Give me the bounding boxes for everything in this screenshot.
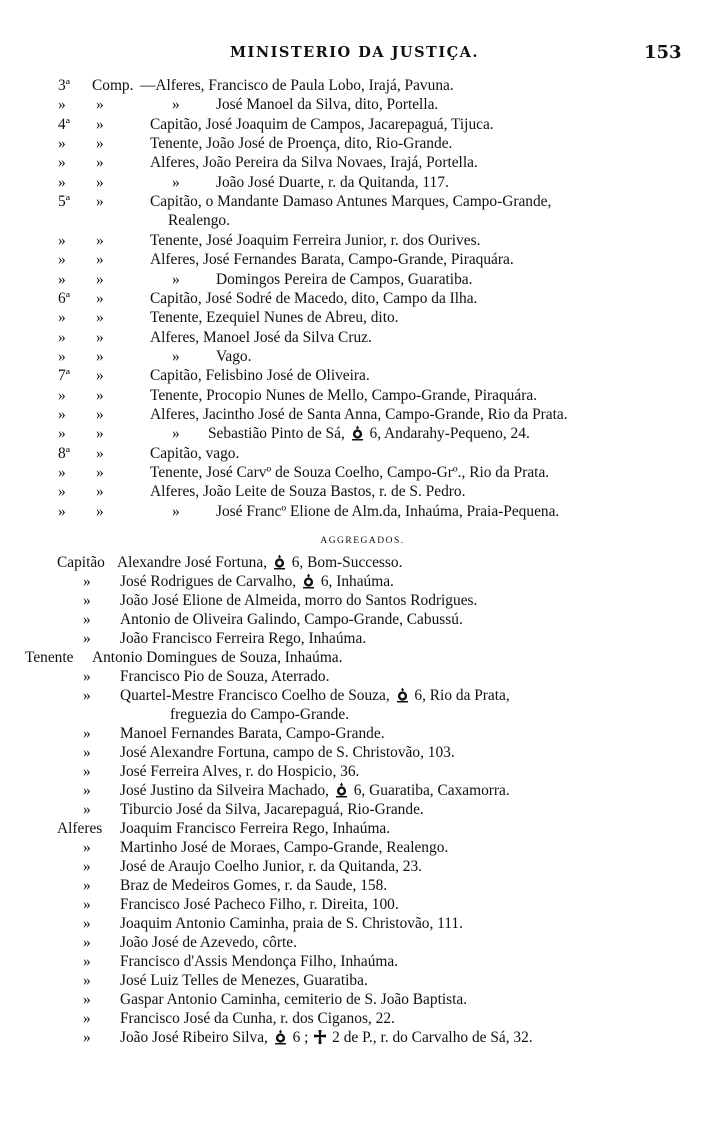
company-marker: » (96, 386, 104, 404)
ditto-mark: » (83, 1010, 91, 1027)
company-line (0, 347, 725, 366)
company-line (0, 173, 725, 192)
officer-text: Tenente, Ezequiel Nunes de Abreu, dito. (150, 309, 399, 327)
rank-label: Tenente (25, 649, 74, 666)
aggregado-line (0, 667, 725, 686)
continuation-text: freguezia do Campo-Grande. (170, 706, 350, 723)
aggregado-text: Francisco José da Cunha, r. dos Ciganos, 22. (120, 1010, 395, 1027)
aggregado-line (0, 800, 725, 819)
rank-label: Capitão (57, 554, 105, 571)
officer-text: Domingos Pereira de Campos, Guaratiba. (216, 270, 473, 288)
company-line (0, 502, 725, 521)
aggregado-line (0, 724, 725, 743)
officer-text: Capitão, o Mandante Damaso Antunes Marques, Campo-Grande, (150, 193, 552, 211)
aggregado-text: João José Ribeiro Silva, 6 ; 2 de P., r. do Carvalho de Sá, 32. (120, 1029, 533, 1046)
aggregado-text: José de Araujo Coelho Junior, r. da Quitanda, 23. (120, 858, 423, 875)
company-marker: » (96, 270, 104, 288)
ditto-mark: » (172, 270, 180, 288)
aggregado-line (0, 819, 725, 838)
section-title-aggregados: AGGREGADOS. (320, 536, 405, 546)
officer-text: Capitão, Felisbino José de Oliveira. (150, 367, 370, 385)
ditto-mark: » (83, 782, 91, 799)
aggregado-text: Francisco José Pacheco Filho, r. Direita, 100. (120, 896, 399, 913)
company-marker: » (96, 289, 104, 307)
company-number: » (58, 405, 66, 423)
company-line (0, 76, 725, 95)
order-decoration-icon (335, 782, 348, 798)
ditto-mark: » (83, 839, 91, 856)
aggregado-line (0, 648, 725, 667)
company-line (0, 482, 725, 501)
aggregado-line (0, 553, 725, 572)
aggregado-line (0, 952, 725, 971)
company-number: » (58, 251, 66, 269)
officer-text: Capitão, vago. (150, 444, 240, 462)
officer-text: Alferes, José Fernandes Barata, Campo-Grande, Piraquára. (150, 251, 514, 269)
company-number: » (58, 425, 66, 443)
company-number: 5ª (58, 193, 70, 211)
company-number: 4ª (58, 115, 70, 133)
company-line (0, 211, 725, 230)
company-number: 7ª (58, 367, 70, 385)
aggregado-text: José Alexandre Fortuna, campo de S. Christovão, 103. (120, 744, 455, 761)
aggregado-line (0, 629, 725, 648)
officer-text: Vago. (216, 347, 252, 365)
company-line (0, 366, 725, 385)
company-line (0, 328, 725, 347)
aggregado-line (0, 876, 725, 895)
company-marker: » (96, 309, 104, 327)
company-marker: » (96, 444, 104, 462)
ditto-mark: » (83, 611, 91, 628)
officer-text: Capitão, José Joaquim de Campos, Jacarepaguá, Tijuca. (150, 115, 494, 133)
aggregado-text: Braz de Medeiros Gomes, r. da Saude, 158. (120, 877, 388, 894)
company-number: » (58, 173, 66, 191)
aggregado-text: Joaquim Antonio Caminha, praia de S. Christovão, 111. (120, 915, 463, 932)
company-line (0, 153, 725, 172)
order-decoration-icon (396, 687, 409, 703)
aggregado-line (0, 1028, 725, 1047)
aggregado-line (0, 971, 725, 990)
company-marker: » (96, 367, 104, 385)
company-number: » (58, 96, 66, 114)
company-marker: » (96, 135, 104, 153)
aggregado-line (0, 933, 725, 952)
aggregado-line (0, 762, 725, 781)
ditto-mark: » (172, 502, 180, 520)
company-line (0, 250, 725, 269)
company-line (0, 115, 725, 134)
company-marker: » (96, 483, 104, 501)
cross-decoration-icon (314, 1030, 326, 1044)
aggregado-text: Gaspar Antonio Caminha, cemiterio de S. João Baptista. (120, 991, 468, 1008)
officer-text: Tenente, José Joaquim Ferreira Junior, r. dos Ourives. (150, 231, 481, 249)
order-decoration-icon (302, 573, 315, 589)
aggregado-text: Francisco d'Assis Mendonça Filho, Inhaúma. (120, 953, 399, 970)
ditto-mark: » (172, 173, 180, 191)
ditto-mark: » (83, 744, 91, 761)
ditto-mark: » (83, 592, 91, 609)
aggregado-line (0, 857, 725, 876)
ditto-mark: » (83, 972, 91, 989)
ditto-mark: » (83, 763, 91, 780)
aggregado-text: José Justino da Silveira Machado, 6, Guaratiba, Caxamorra. (120, 782, 510, 799)
rank-label: Alferes (57, 820, 103, 837)
company-marker: » (96, 154, 104, 172)
aggregado-text: Manoel Fernandes Barata, Campo-Grande. (120, 725, 385, 742)
ditto-mark: » (83, 687, 91, 704)
company-marker: » (96, 115, 104, 133)
aggregado-line (0, 838, 725, 857)
company-line (0, 134, 725, 153)
aggregado-text: José Luiz Telles de Menezes, Guaratiba. (120, 972, 368, 989)
officer-text: Alferes, João Leite de Souza Bastos, r. de S. Pedro. (150, 483, 466, 501)
officer-text: Sebastião Pinto de Sá, 6, Andarahy-Pequeno, 24. (208, 425, 530, 443)
company-marker: » (96, 464, 104, 481)
company-number: 3ª (58, 77, 70, 94)
aggregado-line (0, 591, 725, 610)
officer-text: Tenente, José Carvº de Souza Coelho, Campo-Grº., Rio da Prata. (150, 464, 550, 481)
company-marker: » (96, 231, 104, 249)
company-number: » (58, 464, 66, 481)
aggregado-line (0, 895, 725, 914)
ditto-mark: » (83, 630, 91, 647)
aggregado-text: Antonio de Oliveira Galindo, Campo-Grande, Cabussú. (120, 611, 463, 628)
officer-text: Alferes, Jacintho José de Santa Anna, Campo-Grande, Rio da Prata. (150, 405, 568, 423)
company-line (0, 308, 725, 327)
order-decoration-icon (274, 1029, 287, 1045)
aggregado-text: Joaquim Francisco Ferreira Rego, Inhaúma. (120, 820, 391, 837)
page-number: 153 (644, 42, 682, 63)
company-line (0, 444, 725, 463)
company-number: » (58, 328, 66, 346)
company-line (0, 289, 725, 308)
company-number: » (58, 386, 66, 404)
company-marker: » (96, 251, 104, 269)
aggregado-text: José Ferreira Alves, r. do Hospicio, 36. (120, 763, 360, 780)
ditto-mark: » (83, 573, 91, 590)
ditto-mark: » (83, 877, 91, 894)
ditto-mark: » (83, 668, 91, 685)
aggregado-line (0, 990, 725, 1009)
order-decoration-icon (351, 425, 364, 441)
aggregado-text: João José Elione de Almeida, morro do Santos Rodrigues. (120, 592, 478, 609)
aggregado-text: José Rodrigues de Carvalho, 6, Inhaúma. (120, 573, 394, 590)
officer-text: Tenente, Procopio Nunes de Mello, Campo-Grande, Piraquára. (150, 386, 537, 404)
aggregado-text: Quartel-Mestre Francisco Coelho de Souza, 6, Rio da Prata, (120, 687, 510, 704)
company-number: 8ª (58, 444, 70, 462)
company-marker: » (96, 96, 104, 114)
aggregado-text: Martinho José de Moraes, Campo-Grande, Realengo. (120, 839, 449, 856)
officer-text: José Francº Elione de Alm.da, Inhaúma, Praia-Pequena. (216, 502, 560, 520)
ditto-mark: » (83, 725, 91, 742)
company-number: » (58, 135, 66, 153)
ditto-mark: » (83, 934, 91, 951)
running-title: MINISTERIO DA JUSTIÇA. (230, 44, 479, 61)
company-marker: » (96, 193, 104, 211)
company-line (0, 192, 725, 211)
company-line (0, 405, 725, 424)
aggregado-text: Alexandre José Fortuna, 6, Bom-Successo. (117, 554, 403, 571)
aggregado-line (0, 743, 725, 762)
officer-text: Tenente, João José de Proença, dito, Rio-Grande. (150, 135, 453, 153)
officer-text: João José Duarte, r. da Quitanda, 117. (216, 173, 449, 191)
company-number: » (58, 347, 66, 365)
company-marker: » (96, 425, 104, 443)
ditto-mark: » (83, 991, 91, 1008)
aggregado-line (0, 686, 725, 705)
aggregado-text: João Francisco Ferreira Rego, Inhaúma. (120, 630, 367, 647)
company-marker: » (96, 173, 104, 191)
continuation-text: Realengo. (168, 212, 230, 230)
company-line (0, 231, 725, 250)
page-header (0, 44, 725, 66)
aggregado-line (0, 1009, 725, 1028)
company-marker: » (96, 347, 104, 365)
company-marker: Comp. (92, 77, 134, 94)
company-number: » (58, 270, 66, 288)
ditto-mark: » (83, 801, 91, 818)
officer-text: José Manoel da Silva, dito, Portella. (216, 96, 439, 114)
company-line (0, 270, 725, 289)
officer-text: Capitão, José Sodré de Macedo, dito, Campo da Ilha. (150, 289, 478, 307)
aggregado-text: Francisco Pio de Souza, Aterrado. (120, 668, 330, 685)
aggregado-line (0, 705, 725, 724)
ditto-mark: » (172, 425, 180, 443)
company-number: 6ª (58, 289, 70, 307)
order-decoration-icon (273, 554, 286, 570)
aggregado-line (0, 572, 725, 591)
ditto-mark: » (83, 953, 91, 970)
company-number: » (58, 154, 66, 172)
company-line (0, 95, 725, 114)
aggregado-line (0, 914, 725, 933)
ditto-mark: » (172, 347, 180, 365)
company-number: » (58, 309, 66, 327)
ditto-mark: » (83, 896, 91, 913)
ditto-mark: » (83, 858, 91, 875)
aggregado-line (0, 610, 725, 629)
company-line (0, 463, 725, 482)
company-number: » (58, 483, 66, 501)
aggregado-text: João José de Azevedo, côrte. (120, 934, 297, 951)
ditto-mark: » (172, 96, 180, 114)
officer-text: Alferes, João Pereira da Silva Novaes, Irajá, Portella. (150, 154, 478, 172)
aggregado-text: Antonio Domingues de Souza, Inhaúma. (92, 649, 343, 666)
company-line (0, 424, 725, 443)
company-number: » (58, 502, 66, 520)
aggregado-text: Tiburcio José da Silva, Jacarepaguá, Rio-Grande. (120, 801, 424, 818)
company-number: » (58, 231, 66, 249)
officer-text: Alferes, Manoel José da Silva Cruz. (150, 328, 372, 346)
company-marker: » (96, 328, 104, 346)
company-marker: » (96, 405, 104, 423)
company-marker: » (96, 502, 104, 520)
officer-text: —Alferes, Francisco de Paula Lobo, Irajá, Pavuna. (140, 77, 454, 94)
ditto-mark: » (83, 915, 91, 932)
company-line (0, 386, 725, 405)
aggregado-line (0, 781, 725, 800)
ditto-mark: » (83, 1029, 91, 1046)
